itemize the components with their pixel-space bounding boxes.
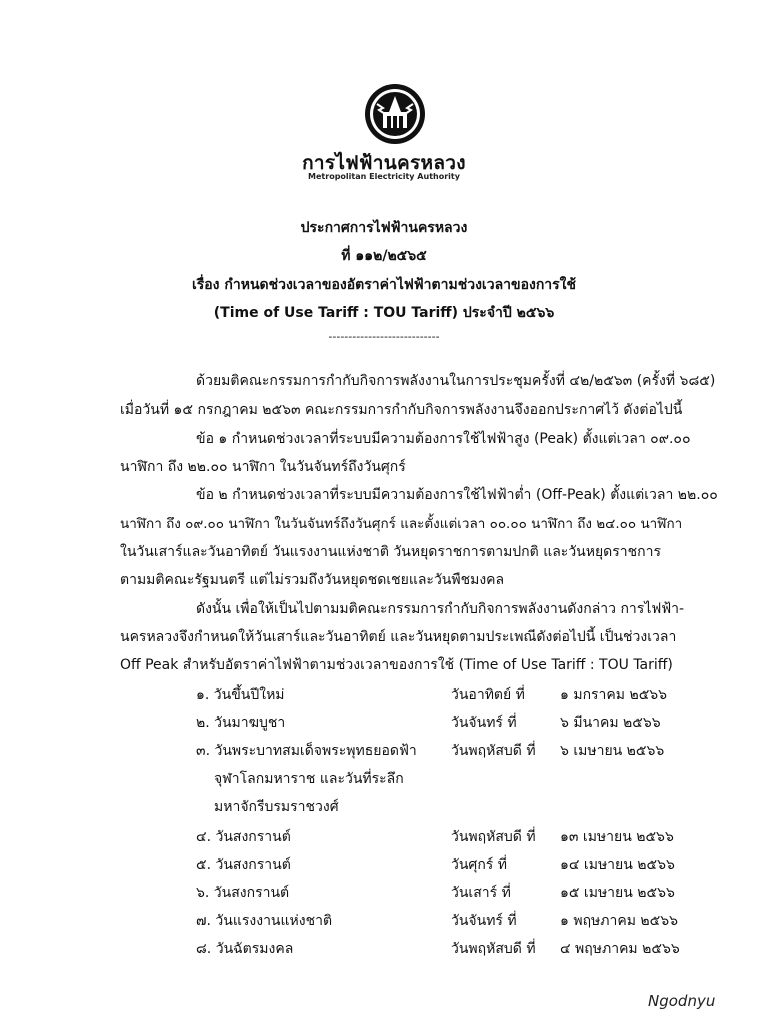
body-line: นาฬิกา ถึง ๐๙.๐๐ นาฬิกา ในวันจันทร์ถึงวันศุกร์ และตั้งแต่เวลา ๐๐.๐๐ นาฬิกา ถึง ๒๔.๐๐ นาฬิกา [120,516,683,532]
holiday-name: ๑. วันขึ้นปีใหม่ [196,687,285,703]
holiday-date: ๖ มีนาคม ๒๕๖๖ [560,715,661,731]
holiday-date: ๑๓ เมษายน ๒๕๖๖ [560,829,674,845]
holiday-date: ๑๔ เมษายน ๒๕๖๖ [560,857,675,873]
body-line: ด้วยมติคณะกรรมการกำกับกิจการพลังงานในการประชุมครั้งที่ ๔๒/๒๕๖๓ (ครั้งที่ ๖๘๕) [196,373,716,389]
holiday-name-cont: จุฬาโลกมหาราช และวันที่ระลึก [214,771,404,787]
mea-emblem-icon [363,82,427,146]
announcement-subject-line2: (Time of Use Tariff : TOU Tariff) ประจำปี ๒๕๖๖ [213,305,555,321]
title-divider: ---------------------------- [328,330,440,343]
announcement-subject: เรื่อง กำหนดช่วงเวลาของอัตราค่าไฟฟ้าตามช่วงเวลาของการใช้ [191,277,577,293]
holiday-day: วันจันทร์ ที่ [451,913,517,929]
org-name-th: การไฟฟ้านครหลวง [302,152,466,174]
body-line: ในวันเสาร์และวันอาทิตย์ วันแรงงานแห่งชาติ วันหยุดราชการตามปกติ และวันหยุดราชการ [120,544,662,560]
holiday-day: วันพฤหัสบดี ที่ [451,743,536,759]
holiday-name: ๓. วันพระบาทสมเด็จพระพุทธยอดฟ้า [196,743,417,759]
signature: Ngodnyu [648,992,716,1010]
body-line: ข้อ ๒ กำหนดช่วงเวลาที่ระบบมีความต้องการใช้ไฟฟ้าต่ำ (Off-Peak) ตั้งแต่เวลา ๒๒.๐๐ [196,487,718,503]
announcement-number: ที่ ๑๑๒/๒๕๖๕ [341,248,427,264]
holiday-name: ๖. วันสงกรานต์ [196,885,290,901]
holiday-name: ๔. วันสงกรานต์ [196,829,291,845]
body-line: ตามมติคณะรัฐมนตรี แต่ไม่รวมถึงวันหยุดชดเชยและวันพืชมงคล [120,572,505,588]
holiday-day: วันเสาร์ ที่ [451,885,511,901]
holiday-date: ๔ พฤษภาคม ๒๕๖๖ [560,941,680,957]
holiday-day: วันพฤหัสบดี ที่ [451,941,536,957]
holiday-name: ๒. วันมาฆบูชา [196,715,286,731]
holiday-date: ๑๕ เมษายน ๒๕๖๖ [560,885,675,901]
holiday-day: วันจันทร์ ที่ [451,715,517,731]
body-line: ดังนั้น เพื่อให้เป็นไปตามมติคณะกรรมการกำกับกิจการพลังงานดังกล่าว การไฟฟ้า- [196,601,685,617]
holiday-name: ๕. วันสงกรานต์ [196,857,291,873]
holiday-date: ๑ พฤษภาคม ๒๕๖๖ [560,913,679,929]
body-line: เมื่อวันที่ ๑๕ กรกฎาคม ๒๕๖๓ คณะกรรมการกำกับกิจการพลังงานจึงออกประกาศไว้ ดังต่อไปนี้ [120,402,683,418]
body-line: ข้อ ๑ กำหนดช่วงเวลาที่ระบบมีความต้องการใช้ไฟฟ้าสูง (Peak) ตั้งแต่เวลา ๐๙.๐๐ [196,431,691,447]
holiday-name: ๗. วันแรงงานแห่งชาติ [196,913,333,929]
org-name-en: Metropolitan Electricity Authority [308,172,460,181]
holiday-name-cont: มหาจักรีบรมราชวงศ์ [214,799,339,815]
holiday-date: ๖ เมษายน ๒๕๖๖ [560,743,665,759]
announcement-title: ประกาศการไฟฟ้านครหลวง [300,220,468,236]
body-line: นาฬิกา ถึง ๒๒.๐๐ นาฬิกา ในวันจันทร์ถึงวันศุกร์ [120,459,406,475]
holiday-day: วันอาทิตย์ ที่ [451,687,525,703]
body-line: นครหลวงจึงกำหนดให้วันเสาร์และวันอาทิตย์ และวันหยุดตามประเพณีดังต่อไปนี้ เป็นช่วงเวลา [120,629,677,645]
holiday-day: วันพฤหัสบดี ที่ [451,829,536,845]
body-line: Off Peak สำหรับอัตราค่าไฟฟ้าตามช่วงเวลาของการใช้ (Time of Use Tariff : TOU Tariff) [120,657,673,673]
holiday-name: ๘. วันฉัตรมงคล [196,941,294,957]
holiday-day: วันศุกร์ ที่ [451,857,507,873]
holiday-date: ๑ มกราคม ๒๕๖๖ [560,687,668,703]
